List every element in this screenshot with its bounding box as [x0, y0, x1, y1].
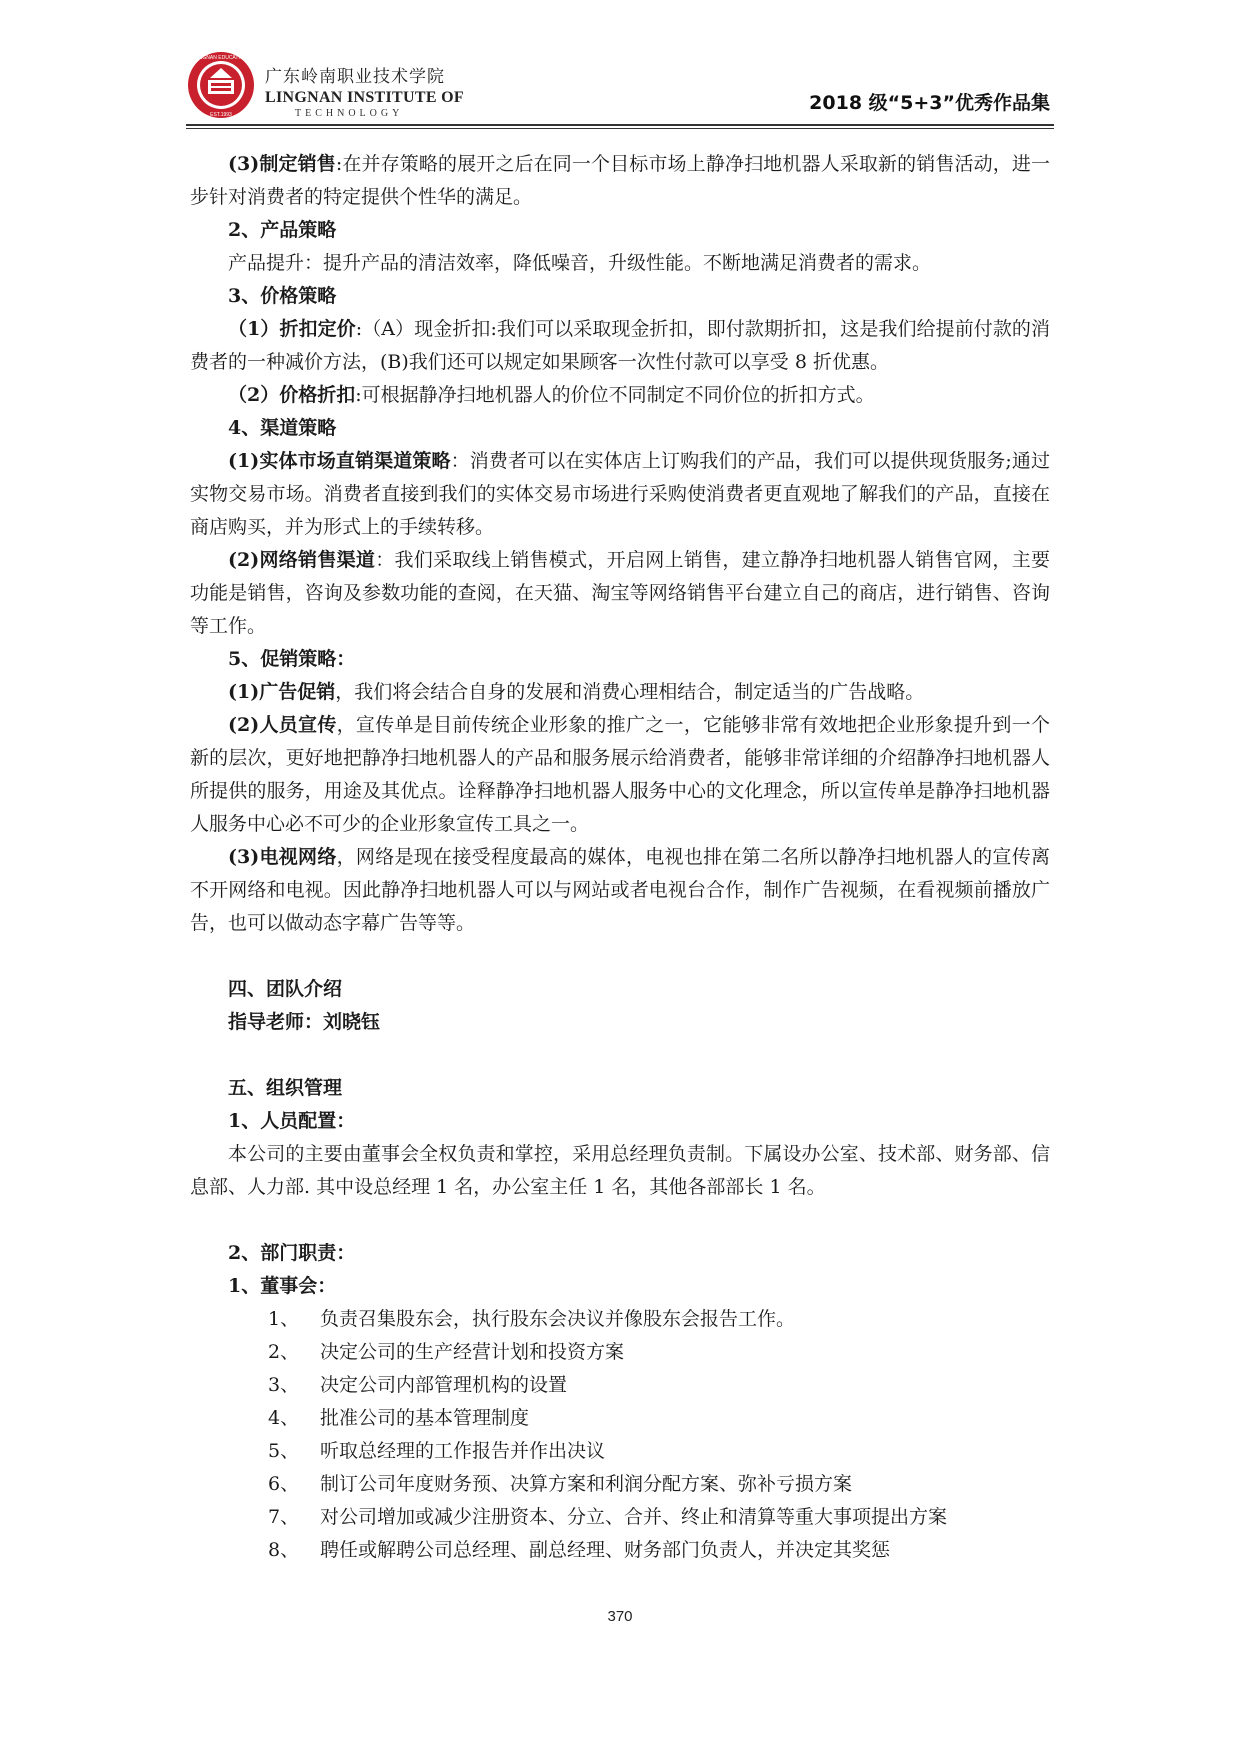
- list-item-number: 7、: [268, 1506, 300, 1528]
- paragraph-label: (3)电视网络: [228, 846, 337, 868]
- paragraph: [190, 313, 1050, 379]
- paragraph-text: :在并存策略的展开之后在同一个目标市场上静净扫地机器人采取新的销售活动，进一步针对消费者的特定提供个性华的满足。: [190, 153, 1050, 208]
- section-heading: 4、渠道策略: [228, 417, 337, 439]
- page-number: 370: [607, 1608, 633, 1625]
- section-heading: 四、团队介绍: [228, 978, 343, 1000]
- paragraph-label: （1）折扣定价: [228, 318, 356, 340]
- list-item-text: 决定公司内部管理机构的设置: [320, 1374, 568, 1396]
- list-item-number: 4、: [268, 1407, 300, 1429]
- spacer: [190, 1039, 1050, 1072]
- section-heading: 1、董事会：: [228, 1275, 337, 1297]
- section-heading: 3、价格策略: [228, 285, 337, 307]
- paragraph-text: ：我们采取线上销售模式，开启网上销售，建立静净扫地机器人销售官网，主要功能是销售，咨询及参数功能的查阅，在天猫、淘宝等网络销售平台建立自己的商店，进行销售、咨询等工作。: [190, 549, 1050, 637]
- list-item-text: 批准公司的基本管理制度: [320, 1407, 530, 1429]
- school-name-en-line1: LINGNAN INSTITUTE OF: [265, 89, 464, 106]
- advisor-line: 指导老师：刘晓钰: [228, 1011, 381, 1033]
- paragraph-label: (2)人员宣传: [228, 714, 337, 736]
- paragraph-text: ，网络是现在接受程度最高的媒体，电视也排在第二名所以静净扫地机器人的宣传离不开网络和电视。因此静净扫地机器人可以与网站或者电视台合作，制作广告视频，在看视频前播放广告，也可以做动态字幕广告等等。: [190, 846, 1050, 934]
- list-item: [190, 1435, 1050, 1468]
- school-logo: [186, 50, 256, 120]
- paragraph-text: :可根据静净扫地机器人的价位不同制定不同价位的折扣方式。: [355, 384, 875, 406]
- list-item: [190, 1501, 1050, 1534]
- section-heading: 2、产品策略: [228, 219, 337, 241]
- paragraph: [190, 445, 1050, 544]
- paragraph: [190, 676, 1050, 709]
- paragraph-label: (1)实体市场直销渠道策略: [228, 450, 451, 472]
- list-item-number: 2、: [268, 1341, 300, 1363]
- header-rule: [186, 124, 1054, 126]
- list-item-number: 1、: [268, 1308, 300, 1330]
- paragraph-text: ，我们将会结合自身的发展和消费心理相结合，制定适当的广告战略。: [335, 681, 925, 703]
- list-item-number: 8、: [268, 1539, 300, 1561]
- list-item-number: 3、: [268, 1374, 300, 1396]
- section-heading: 1、人员配置：: [228, 1110, 356, 1132]
- collection-title: 2018 级“5+3”优秀作品集: [809, 92, 1050, 114]
- spacer: [190, 1204, 1050, 1237]
- school-name-cn: 广东岭南职业技术学院: [265, 67, 445, 87]
- list-item-text: 制订公司年度财务预、决算方案和利润分配方案、弥补亏损方案: [320, 1473, 853, 1495]
- list-item-text: 对公司增加或减少注册资本、分立、合并、终止和清算等重大事项提出方案: [320, 1506, 948, 1528]
- header-rule-thin: [186, 128, 1054, 129]
- list-item-number: 6、: [268, 1473, 300, 1495]
- paragraph: [190, 379, 1050, 412]
- list-item: [190, 1303, 1050, 1336]
- logo-established: EST.1993: [210, 112, 232, 118]
- page-header: [0, 0, 1240, 130]
- list-item: [190, 1336, 1050, 1369]
- paragraph-text: :（A）现金折扣:我们可以采取现金折扣，即付款期折扣，这是我们给提前付款的消费者的一种减价方法，(B)我们还可以规定如果顾客一次性付款可以享受 8 折优惠。: [190, 318, 1050, 373]
- section-heading: 五、组织管理: [228, 1077, 343, 1099]
- section-heading: 2、部门职责：: [228, 1242, 356, 1264]
- paragraph: [190, 544, 1050, 643]
- board-duties-list: [190, 1303, 1050, 1567]
- spacer: [190, 940, 1050, 973]
- paragraph: [190, 841, 1050, 940]
- list-item: [190, 1468, 1050, 1501]
- paragraph-label: (3)制定销售: [228, 153, 336, 175]
- list-item-text: 负责召集股东会，执行股东会决议并像股东会报告工作。: [320, 1308, 796, 1330]
- paragraph: [190, 148, 1050, 214]
- list-item-text: 决定公司的生产经营计划和投资方案: [320, 1341, 625, 1363]
- logo-ring-text: LINGNAN EDUCATION: [194, 55, 248, 61]
- section-heading: 5、促销策略：: [228, 648, 356, 670]
- paragraph: [190, 709, 1050, 841]
- paragraph: 产品提升：提升产品的清洁效率，降低噪音，升级性能。不断地满足消费者的需求。: [228, 252, 932, 274]
- list-item: [190, 1534, 1050, 1567]
- list-item-text: 聘任或解聘公司总经理、副总经理、财务部门负责人，并决定其奖惩: [320, 1539, 891, 1561]
- list-item: [190, 1402, 1050, 1435]
- school-name-en-line2: TECHNOLOGY: [295, 108, 404, 119]
- paragraph-label: （2）价格折扣: [228, 384, 356, 406]
- paragraph-text: ，宣传单是目前传统企业形象的推广之一，它能够非常有效地把企业形象提升到一个新的层次，更好地把静净扫地机器人的产品和服务展示给消费者，能够非常详细的介绍静净扫地机器人所提供的服务，用途及其优点。诠释静净扫地机器人服务中心的文化理念，所以宣传单是静净扫地机器人服务中心必不可少的企业形象宣传工具之一。: [190, 714, 1050, 835]
- school-name: [265, 62, 464, 119]
- document-body: [190, 148, 1050, 1567]
- list-item-number: 5、: [268, 1440, 300, 1462]
- paragraph-label: (1)广告促销: [228, 681, 336, 703]
- list-item-text: 听取总经理的工作报告并作出决议: [320, 1440, 606, 1462]
- paragraph: 本公司的主要由董事会全权负责和掌控，采用总经理负责制。下属设办公室、技术部、财务部、信息部、人力部. 其中设总经理 1 名，办公室主任 1 名，其他各部部长 1 名。: [190, 1143, 1050, 1198]
- list-item: [190, 1369, 1050, 1402]
- paragraph-text: ：消费者可以在实体店上订购我们的产品，我们可以提供现货服务;通过实物交易市场。消费者直接到我们的实体交易市场进行采购使消费者更直观地了解我们的产品，直接在商店购买，并为形式上的手续转移。: [190, 450, 1051, 538]
- paragraph-label: (2)网络销售渠道: [228, 549, 376, 571]
